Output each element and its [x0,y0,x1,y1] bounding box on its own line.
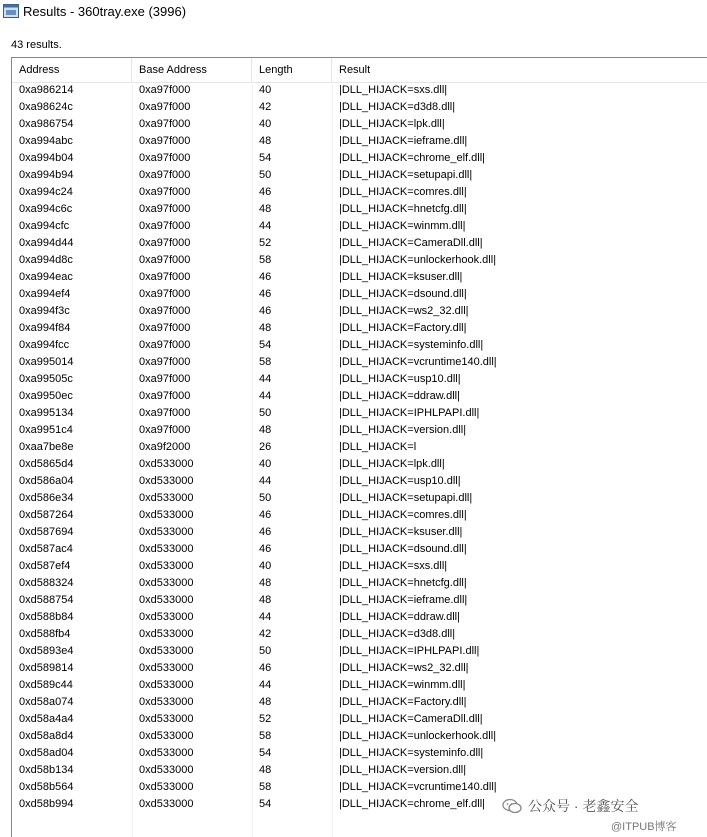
result-cell: |DLL_HIJACK=comres.dll| [339,509,467,521]
address-cell: 0xd586a04 [19,475,74,487]
address-cell: 0xa986754 [19,118,74,130]
watermark-sub: @ITPUB博客 [611,821,677,833]
table-row[interactable] [12,371,707,388]
result-cell: |DLL_HIJACK=lpk.dll| [339,118,445,130]
result-cell: |DLL_HIJACK=sxs.dll| [339,84,448,96]
base-address-cell: 0xd533000 [139,781,194,793]
table-row[interactable] [12,728,707,745]
window-title: Results - 360tray.exe (3996) [23,4,187,19]
address-cell: 0xaa7be8e [19,441,74,453]
length-cell: 54 [259,747,272,759]
result-cell: |DLL_HIJACK=usp10.dll| [339,475,461,487]
base-address-cell: 0xd533000 [139,662,194,674]
base-address-cell: 0xd533000 [139,679,194,691]
result-cell: |DLL_HIJACK=unlockerhook.dll| [339,254,497,266]
length-cell: 40 [259,458,272,470]
address-cell: 0xa994eac [19,271,73,283]
base-address-cell: 0xa97f000 [139,424,191,436]
column-header-length[interactable]: Length [252,58,332,82]
address-cell: 0xd587694 [19,526,74,538]
result-cell: |DLL_HIJACK=ws2_32.dll| [339,662,469,674]
table-row[interactable] [12,643,707,660]
base-address-cell: 0xd533000 [139,611,194,623]
length-cell: 46 [259,271,272,283]
length-cell: 48 [259,135,272,147]
result-cell: |DLL_HIJACK=Factory.dll| [339,322,467,334]
result-cell: |DLL_HIJACK=CameraDll.dll| [339,237,483,249]
length-cell: 42 [259,101,272,113]
result-cell: |DLL_HIJACK=comres.dll| [339,186,467,198]
length-cell: 46 [259,662,272,674]
base-address-cell: 0xa97f000 [139,271,191,283]
length-cell: 58 [259,356,272,368]
address-cell: 0xd5865d4 [19,458,74,470]
address-cell: 0xa994ef4 [19,288,71,300]
result-cell: |DLL_HIJACK=chrome_elf.dll| [339,798,486,810]
table-row[interactable] [12,405,707,422]
address-cell: 0xd5893e4 [19,645,74,657]
base-address-cell: 0xa97f000 [139,186,191,198]
address-cell: 0xa994c24 [19,186,73,198]
length-cell: 40 [259,84,272,96]
result-cell: |DLL_HIJACK=unlockerhook.dll| [339,730,497,742]
length-cell: 48 [259,594,272,606]
length-cell: 48 [259,696,272,708]
base-address-cell: 0xd533000 [139,458,194,470]
table-row[interactable] [12,320,707,337]
table-row[interactable] [12,184,707,201]
result-cell: |DLL_HIJACK=chrome_elf.dll| [339,152,486,164]
column-header-base-address[interactable]: Base Address [132,58,252,82]
results-list[interactable] [11,57,707,837]
address-cell: 0xd58b564 [19,781,74,793]
base-address-cell: 0xd533000 [139,594,194,606]
address-cell: 0xd587264 [19,509,74,521]
result-cell: |DLL_HIJACK=systeminfo.dll| [339,339,484,351]
result-cell: |DLL_HIJACK=version.dll| [339,424,467,436]
table-row[interactable] [12,150,707,167]
address-cell: 0xa98624c [19,101,73,113]
base-address-cell: 0xd533000 [139,475,194,487]
result-cell: |DLL_HIJACK=vcruntime140.dll| [339,781,497,793]
table-row[interactable] [12,524,707,541]
length-cell: 42 [259,628,272,640]
address-cell: 0xd58a8d4 [19,730,74,742]
table-row[interactable] [12,762,707,779]
address-cell: 0xd58b994 [19,798,74,810]
base-address-cell: 0xd533000 [139,764,194,776]
table-row[interactable] [12,507,707,524]
table-row[interactable] [12,473,707,490]
base-address-cell: 0xd533000 [139,526,194,538]
table-row[interactable] [12,592,707,609]
result-cell: |DLL_HIJACK=hnetcfg.dll| [339,577,467,589]
address-cell: 0xd588754 [19,594,74,606]
base-address-cell: 0xa97f000 [139,254,191,266]
result-cell: |DLL_HIJACK=CameraDll.dll| [339,713,483,725]
address-cell: 0xa994b94 [19,169,74,181]
length-cell: 40 [259,560,272,572]
result-cell: |DLL_HIJACK=winmm.dll| [339,220,466,232]
result-cell: |DLL_HIJACK=setupapi.dll| [339,169,473,181]
wechat-icon [502,798,522,814]
length-cell: 48 [259,203,272,215]
address-cell: 0xa9950ec [19,390,73,402]
title-bar[interactable] [0,0,707,24]
length-cell: 48 [259,322,272,334]
base-address-cell: 0xd533000 [139,560,194,572]
length-cell: 46 [259,186,272,198]
base-address-cell: 0xa97f000 [139,305,191,317]
address-cell: 0xd587ef4 [19,560,71,572]
result-cell: |DLL_HIJACK=ksuser.dll| [339,271,463,283]
address-cell: 0xa994c6c [19,203,73,215]
table-row[interactable] [12,660,707,677]
address-cell: 0xd588b84 [19,611,74,623]
length-cell: 46 [259,526,272,538]
address-cell: 0xa994b04 [19,152,74,164]
table-row[interactable] [12,269,707,286]
app-window-icon [3,4,19,18]
result-cell: |DLL_HIJACK=sxs.dll| [339,560,448,572]
base-address-cell: 0xa97f000 [139,101,191,113]
base-address-cell: 0xd533000 [139,509,194,521]
result-cell: |DLL_HIJACK=winmm.dll| [339,679,466,691]
result-cell: |DLL_HIJACK=lpk.dll| [339,458,445,470]
address-cell: 0xd589c44 [19,679,73,691]
list-header [12,58,707,83]
base-address-cell: 0xa97f000 [139,135,191,147]
base-address-cell: 0xd533000 [139,747,194,759]
length-cell: 44 [259,390,272,402]
result-cell: |DLL_HIJACK=ieframe.dll| [339,594,468,606]
base-address-cell: 0xa97f000 [139,169,191,181]
results-count: 43 results. [11,39,62,51]
address-cell: 0xa995014 [19,356,74,368]
table-row[interactable] [12,99,707,116]
base-address-cell: 0xa97f000 [139,203,191,215]
table-row[interactable] [12,558,707,575]
length-cell: 58 [259,730,272,742]
base-address-cell: 0xd533000 [139,492,194,504]
length-cell: 46 [259,509,272,521]
address-cell: 0xa9951c4 [19,424,73,436]
table-row[interactable] [12,694,707,711]
list-rows [12,82,707,813]
address-cell: 0xa994f3c [19,305,70,317]
table-row[interactable] [12,82,707,99]
result-cell: |DLL_HIJACK=hnetcfg.dll| [339,203,467,215]
base-address-cell: 0xa97f000 [139,322,191,334]
column-header-address[interactable]: Address [12,58,132,82]
result-cell: |DLL_HIJACK=setupapi.dll| [339,492,473,504]
table-row[interactable] [12,167,707,184]
base-address-cell: 0xd533000 [139,798,194,810]
length-cell: 58 [259,254,272,266]
table-row[interactable] [12,388,707,405]
table-row[interactable] [12,626,707,643]
table-row[interactable] [12,677,707,694]
length-cell: 40 [259,118,272,130]
length-cell: 44 [259,475,272,487]
table-row[interactable] [12,133,707,150]
length-cell: 48 [259,764,272,776]
address-cell: 0xa994abc [19,135,73,147]
address-cell: 0xd587ac4 [19,543,73,555]
table-row[interactable] [12,711,707,728]
watermark-text: 公众号 · 老鑫安全 [528,798,639,814]
length-cell: 46 [259,288,272,300]
base-address-cell: 0xa97f000 [139,356,191,368]
length-cell: 54 [259,798,272,810]
result-cell: |DLL_HIJACK=systeminfo.dll| [339,747,484,759]
table-row[interactable] [12,490,707,507]
table-row[interactable] [12,235,707,252]
base-address-cell: 0xa97f000 [139,373,191,385]
length-cell: 52 [259,237,272,249]
address-cell: 0xd58a4a4 [19,713,74,725]
table-row[interactable] [12,286,707,303]
base-address-cell: 0xa97f000 [139,152,191,164]
address-cell: 0xa994f84 [19,322,71,334]
length-cell: 44 [259,373,272,385]
table-row[interactable] [12,779,707,796]
table-row[interactable] [12,609,707,626]
length-cell: 44 [259,679,272,691]
table-row[interactable] [12,745,707,762]
result-cell: |DLL_HIJACK=ddraw.dll| [339,390,460,402]
address-cell: 0xa994d8c [19,254,73,266]
address-cell: 0xa99505c [19,373,73,385]
address-cell: 0xa995134 [19,407,74,419]
table-row[interactable] [12,439,707,456]
result-cell: |DLL_HIJACK=vcruntime140.dll| [339,356,497,368]
address-cell: 0xd58ad04 [19,747,74,759]
address-cell: 0xa986214 [19,84,74,96]
result-cell: |DLL_HIJACK=d3d8.dll| [339,628,456,640]
address-cell: 0xa994d44 [19,237,74,249]
base-address-cell: 0xd533000 [139,543,194,555]
result-cell: |DLL_HIJACK=d3d8.dll| [339,101,456,113]
address-cell: 0xd58a074 [19,696,74,708]
address-cell: 0xd586e34 [19,492,74,504]
result-cell: |DLL_HIJACK=dsound.dll| [339,543,467,555]
base-address-cell: 0xa97f000 [139,288,191,300]
base-address-cell: 0xd533000 [139,577,194,589]
base-address-cell: 0xa97f000 [139,390,191,402]
base-address-cell: 0xd533000 [139,645,194,657]
result-cell: |DLL_HIJACK=l [339,441,417,453]
base-address-cell: 0xa97f000 [139,84,191,96]
result-cell: |DLL_HIJACK=usp10.dll| [339,373,461,385]
table-row[interactable] [12,252,707,269]
result-cell: |DLL_HIJACK=ieframe.dll| [339,135,468,147]
base-address-cell: 0xd533000 [139,713,194,725]
length-cell: 58 [259,781,272,793]
base-address-cell: 0xa9f2000 [139,441,191,453]
table-row[interactable] [12,541,707,558]
base-address-cell: 0xa97f000 [139,237,191,249]
result-cell: |DLL_HIJACK=dsound.dll| [339,288,467,300]
length-cell: 26 [259,441,272,453]
table-row[interactable] [12,354,707,371]
table-row[interactable] [12,303,707,320]
length-cell: 44 [259,611,272,623]
table-row[interactable] [12,218,707,235]
table-row[interactable] [12,337,707,354]
base-address-cell: 0xa97f000 [139,118,191,130]
result-cell: |DLL_HIJACK=ws2_32.dll| [339,305,469,317]
length-cell: 50 [259,645,272,657]
base-address-cell: 0xd533000 [139,696,194,708]
base-address-cell: 0xa97f000 [139,407,191,419]
result-cell: |DLL_HIJACK=Factory.dll| [339,696,467,708]
length-cell: 50 [259,407,272,419]
table-row[interactable] [12,575,707,592]
watermark [502,796,638,816]
length-cell: 54 [259,152,272,164]
table-row[interactable] [12,456,707,473]
length-cell: 46 [259,543,272,555]
length-cell: 54 [259,339,272,351]
base-address-cell: 0xd533000 [139,628,194,640]
column-header-result[interactable]: Result [332,58,707,82]
length-cell: 46 [259,305,272,317]
table-row[interactable] [12,422,707,439]
address-cell: 0xd588fb4 [19,628,71,640]
length-cell: 48 [259,577,272,589]
address-cell: 0xa994fcc [19,339,70,351]
length-cell: 50 [259,169,272,181]
length-cell: 50 [259,492,272,504]
address-cell: 0xa994cfc [19,220,70,232]
length-cell: 52 [259,713,272,725]
address-cell: 0xd58b134 [19,764,74,776]
base-address-cell: 0xa97f000 [139,220,191,232]
address-cell: 0xd588324 [19,577,74,589]
result-cell: |DLL_HIJACK=IPHLPAPI.dll| [339,407,480,419]
result-cell: |DLL_HIJACK=ksuser.dll| [339,526,463,538]
result-cell: |DLL_HIJACK=version.dll| [339,764,467,776]
result-cell: |DLL_HIJACK=ddraw.dll| [339,611,460,623]
table-row[interactable] [12,116,707,133]
result-cell: |DLL_HIJACK=IPHLPAPI.dll| [339,645,480,657]
address-cell: 0xd589814 [19,662,74,674]
base-address-cell: 0xa97f000 [139,339,191,351]
length-cell: 48 [259,424,272,436]
table-row[interactable] [12,201,707,218]
length-cell: 44 [259,220,272,232]
base-address-cell: 0xd533000 [139,730,194,742]
